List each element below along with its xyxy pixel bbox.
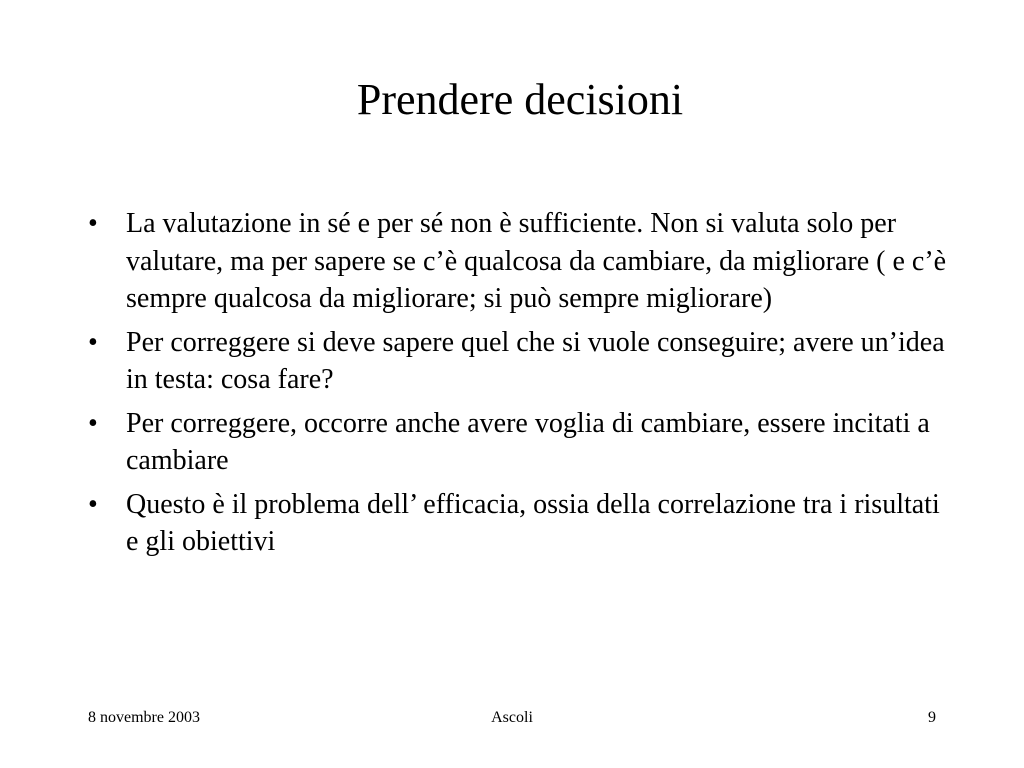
footer-date: 8 novembre 2003 [88,709,200,726]
bullet-item [88,205,948,318]
bullet-item [88,405,948,480]
bullet-item [88,324,948,399]
bullet-icon: • [88,208,98,239]
bullet-icon: • [88,488,98,520]
footer-location: Ascoli [491,709,533,726]
bullet-icon: • [88,407,98,439]
bullet-text: Per correggere si deve sapere quel che si vuole conseguire; avere un’idea in testa: cosa fare? [126,326,945,395]
bullet-item [88,486,948,561]
bullet-text: La valutazione in sé e per sé non è sufficiente. Non si valuta solo per valutare, ma per sapere se c’è qualcosa da cambiare, da migliorare ( e c’è sempre qualcosa da migliorare; si può sempre migliorare) [126,208,947,314]
bullet-text: Questo è il problema dell’ efficacia, ossia della correlazione tra i risultati e gli obiettivi [126,488,940,557]
bullet-list [88,205,948,567]
bullet-icon: • [88,326,98,358]
page-number: 9 [928,709,936,726]
slide-title: Prendere decisioni [356,75,684,124]
bullet-text: Per correggere, occorre anche avere voglia di cambiare, essere incitati a cambiare [126,407,930,476]
